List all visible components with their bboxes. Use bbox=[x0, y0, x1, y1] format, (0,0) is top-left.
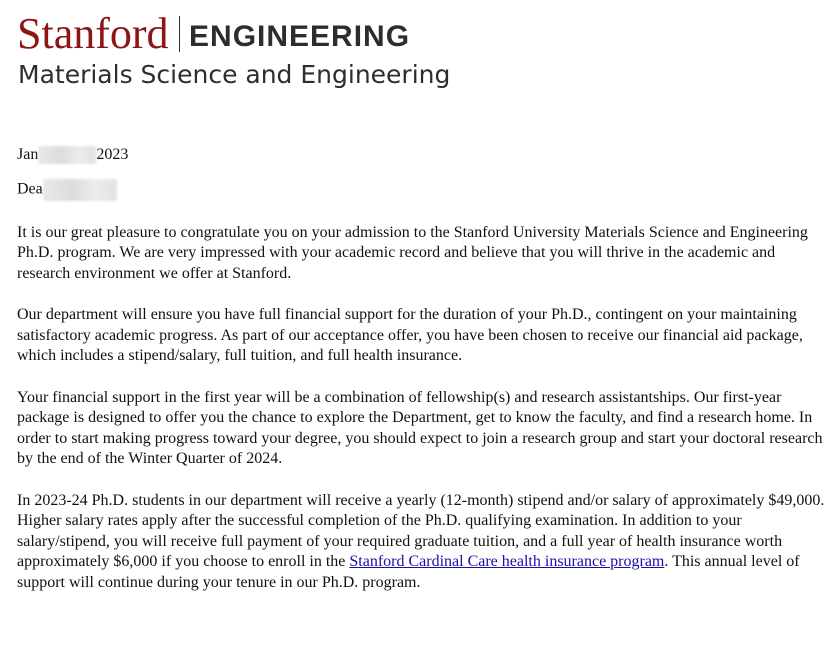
redacted-date-block bbox=[38, 146, 96, 164]
stipend-text: In 2023-24 Ph.D. students in our department will receive a yearly (12-month) stipend and/or salary of approximately $49,000. Higher salary rates apply after the successful completion of the Ph.D. qualifying examination. In addition to your salary/stipend, you will receive full payment of your required graduate tuition, and a full year of health insurance worth approximately $6,000 if you choose to enroll in the bbox=[17, 491, 825, 570]
letterhead bbox=[17, 9, 817, 90]
stanford-wordmark: Stanford bbox=[17, 9, 169, 58]
greeting-prefix: Dea bbox=[17, 180, 43, 198]
paragraph-congratulations: It is our great pleasure to congratulate you on your admission to the Stanford University Materials Science and Engineering Ph.D. program. We are very impressed with your academic record and believe that you will thrive in the academic and research environment we offer at Stanford. bbox=[17, 223, 808, 282]
school-name: ENGINEERING bbox=[189, 20, 411, 53]
cardinal-care-link[interactable]: Stanford Cardinal Care health insurance program bbox=[349, 553, 665, 570]
stipend-text-end: . This annual level of support will continue during your tenure in our Ph.D. program. bbox=[17, 553, 800, 591]
paragraph-stipend bbox=[17, 491, 832, 594]
redacted-name-block bbox=[43, 179, 117, 201]
letter-body bbox=[17, 145, 832, 593]
greeting bbox=[17, 179, 832, 201]
logo-divider bbox=[179, 16, 181, 52]
paragraph-financial-support: Our department will ensure you have full financial support for the duration of your Ph.D., contingent on your maintaining satisfactory academic progress. As part of our acceptance offer, you have been chosen to receive our financial aid package, which includes a stipend/salary, full tuition, and full health insurance. bbox=[17, 306, 803, 364]
letter-date bbox=[17, 145, 832, 166]
department-title: Materials Science and Engineering bbox=[18, 60, 451, 89]
date-prefix: Jan bbox=[17, 146, 39, 163]
paragraph-first-year: Your financial support in the first year will be a combination of fellowship(s) and research assistantships. Our first-year package is designed to offer you the chance to explore the Department, get to know the faculty, and find a research home. In order to start making progress toward your degree, you should expect to join a research group and start your doctoral research by the end of the Winter Quarter of 2024. bbox=[17, 388, 823, 467]
brand-logo bbox=[17, 9, 817, 58]
date-suffix: 2023 bbox=[96, 146, 129, 163]
